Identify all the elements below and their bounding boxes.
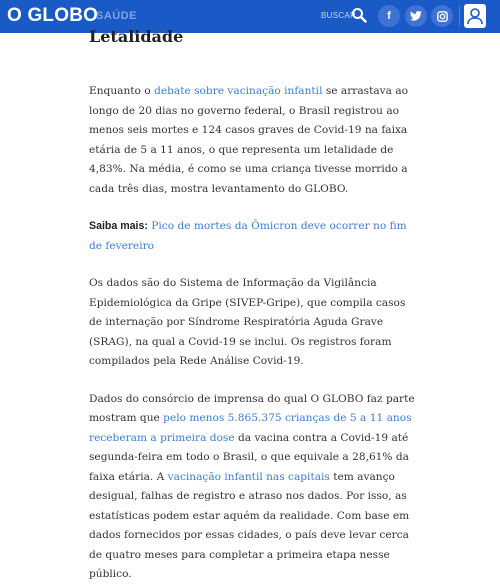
section-link[interactable]: SAÚDE	[96, 10, 138, 22]
instagram-glyph-icon	[437, 11, 448, 22]
user-avatar-icon[interactable]	[464, 4, 486, 28]
paragraph-letalidade	[89, 82, 415, 199]
site-logo[interactable]: O GLOBO	[7, 5, 99, 26]
text: da vacina contra a Covid-19 até segunda-feira em todo o Brasil, o que equivale a 28,61% da faixa etária. A	[89, 431, 409, 483]
header-divider	[459, 5, 460, 27]
text: tem avanço desigual, falhas de registro e atraso nos dados. Por isso, as estatísticas podem estar aquém da realidade. Com base em dados fornecidos por essas cidades, o país deve levar cerca de quatro meses para completar a primeira etapa nesse público.	[89, 470, 410, 580]
text: Dados do consórcio de imprensa do qual O GLOBO faz parte mostram que	[89, 392, 415, 424]
search-icon[interactable]	[351, 7, 367, 23]
twitter-icon[interactable]	[405, 5, 427, 27]
article-body	[89, 26, 415, 585]
facebook-icon[interactable]: f	[378, 5, 400, 27]
saiba-mais-line	[89, 217, 415, 256]
link-pico-mortes[interactable]: Pico de mortes da Ômicron deve ocorrer no fim de fevereiro	[89, 220, 407, 252]
section-heading: Letalidade	[89, 27, 184, 46]
search-label[interactable]: BUSCAR	[321, 11, 357, 20]
saiba-mais-label: Saiba mais:	[89, 220, 148, 232]
link-vacinacao-capitais[interactable]: vacinação infantil nas capitais	[167, 470, 330, 483]
text: Enquanto o	[89, 85, 155, 97]
link-debate-vacinacao[interactable]: debate sobre vacinação infantil	[154, 85, 323, 97]
instagram-icon[interactable]	[431, 5, 453, 27]
paragraph-consorcio	[89, 390, 415, 585]
person-icon	[467, 7, 483, 25]
link-primeira-dose[interactable]: pelo menos 5.865.375 crianças de 5 a 11 anos receberam a primeira dose	[89, 412, 412, 444]
paragraph-sivep: Os dados são do Sistema de Informação da Vigilância Epidemiológica da Gripe (SIVEP-Gripe), que compila casos de internação por Síndrome Respiratória Aguda Grave (SRAG), na qual a Covid-19 se inclui. Os registros foram compilados pela Rede Análise Covid-19.	[89, 277, 406, 367]
twitter-bird-icon	[410, 11, 422, 21]
text: se arrastava ao longo de 20 dias no governo federal, o Brasil registrou ao menos seis mortes e 124 casos graves de Covid-19 na faixa etária de 5 a 11 anos, o que representa um letalidade de 4,83%. Na média, é como se uma criança tivesse morrido a cada três dias, mostra levantamento do GLOBO.	[89, 85, 409, 195]
